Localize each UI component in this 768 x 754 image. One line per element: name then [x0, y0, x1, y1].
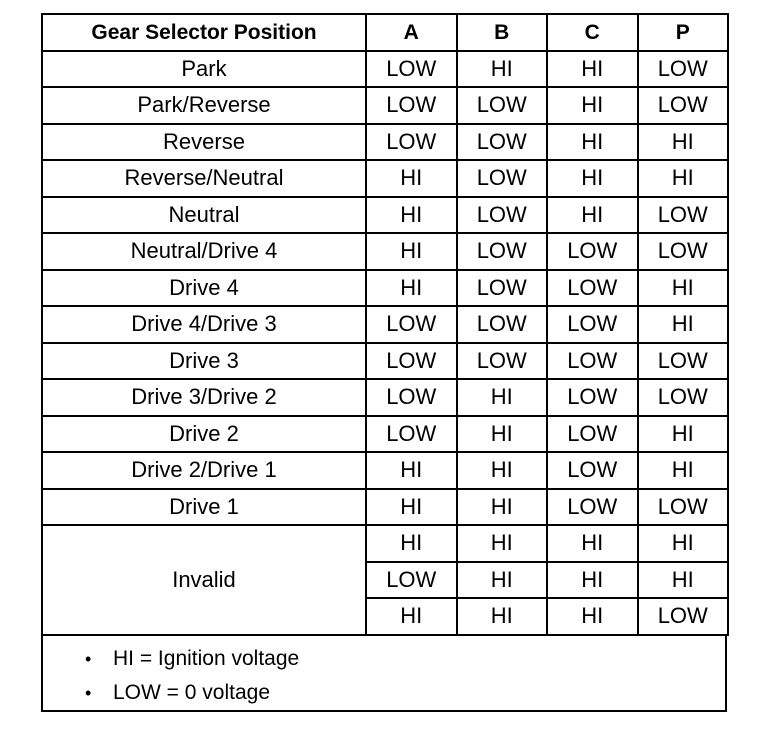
header-gear-selector-position: Gear Selector Position [42, 14, 366, 51]
value-cell-b: HI [457, 598, 548, 635]
position-cell: Drive 2/Drive 1 [42, 452, 366, 489]
value-cell-c: LOW [547, 416, 638, 453]
value-cell-p: LOW [638, 379, 729, 416]
value-cell-p: HI [638, 306, 729, 343]
table-row [42, 197, 728, 234]
value-cell-b: HI [457, 525, 548, 562]
value-cell-p: LOW [638, 233, 729, 270]
value-cell-p: HI [638, 416, 729, 453]
header-a: A [366, 14, 457, 51]
header-p: P [638, 14, 729, 51]
table-row [42, 379, 728, 416]
table-header-row [42, 14, 728, 51]
position-cell: Neutral/Drive 4 [42, 233, 366, 270]
value-cell-p: LOW [638, 197, 729, 234]
value-cell-c: HI [547, 197, 638, 234]
bullet-icon: • [85, 682, 92, 703]
value-cell-c: LOW [547, 489, 638, 526]
invalid-row [42, 525, 728, 562]
value-cell-b: LOW [457, 197, 548, 234]
value-cell-b: LOW [457, 343, 548, 380]
bullet-icon: • [85, 648, 92, 669]
position-cell: Drive 2 [42, 416, 366, 453]
table-row [42, 124, 728, 161]
value-cell-p: LOW [638, 87, 729, 124]
value-cell-a: LOW [366, 51, 457, 88]
value-cell-b: LOW [457, 87, 548, 124]
value-cell-c: LOW [547, 233, 638, 270]
value-cell-b: LOW [457, 306, 548, 343]
value-cell-c: HI [547, 51, 638, 88]
position-cell: Drive 4/Drive 3 [42, 306, 366, 343]
value-cell-a: LOW [366, 306, 457, 343]
value-cell-p: HI [638, 452, 729, 489]
legend-item-low [85, 676, 725, 710]
value-cell-p: LOW [638, 489, 729, 526]
table-row [42, 343, 728, 380]
value-cell-p: LOW [638, 343, 729, 380]
value-cell-a: HI [366, 598, 457, 635]
position-cell: Drive 1 [42, 489, 366, 526]
table-row [42, 306, 728, 343]
gear-selector-table-container [41, 13, 727, 712]
value-cell-b: LOW [457, 270, 548, 307]
value-cell-b: HI [457, 452, 548, 489]
value-cell-a: HI [366, 489, 457, 526]
header-b: B [457, 14, 548, 51]
table-row [42, 233, 728, 270]
value-cell-b: HI [457, 51, 548, 88]
legend-item-hi [85, 642, 725, 676]
value-cell-c: HI [547, 124, 638, 161]
value-cell-b: HI [457, 562, 548, 599]
position-cell: Neutral [42, 197, 366, 234]
value-cell-c: HI [547, 525, 638, 562]
position-cell: Reverse [42, 124, 366, 161]
table-row [42, 452, 728, 489]
invalid-position-cell: Invalid [42, 525, 366, 635]
table-row [42, 160, 728, 197]
legend-text-low: LOW = 0 voltage [113, 680, 270, 704]
value-cell-c: HI [547, 160, 638, 197]
position-cell: Drive 3/Drive 2 [42, 379, 366, 416]
value-cell-c: LOW [547, 379, 638, 416]
value-cell-a: HI [366, 160, 457, 197]
value-cell-a: HI [366, 270, 457, 307]
value-cell-c: HI [547, 87, 638, 124]
value-cell-b: LOW [457, 233, 548, 270]
value-cell-b: HI [457, 379, 548, 416]
position-cell: Park [42, 51, 366, 88]
value-cell-c: HI [547, 598, 638, 635]
value-cell-a: HI [366, 525, 457, 562]
table-row [42, 87, 728, 124]
value-cell-p: LOW [638, 598, 729, 635]
value-cell-c: LOW [547, 270, 638, 307]
legend-notes [41, 636, 727, 712]
value-cell-c: LOW [547, 343, 638, 380]
value-cell-b: LOW [457, 124, 548, 161]
value-cell-a: LOW [366, 416, 457, 453]
value-cell-c: HI [547, 562, 638, 599]
value-cell-p: HI [638, 270, 729, 307]
position-cell: Drive 3 [42, 343, 366, 380]
value-cell-a: HI [366, 197, 457, 234]
value-cell-p: HI [638, 124, 729, 161]
value-cell-b: HI [457, 416, 548, 453]
table-row [42, 51, 728, 88]
value-cell-a: HI [366, 452, 457, 489]
position-cell: Park/Reverse [42, 87, 366, 124]
value-cell-a: LOW [366, 87, 457, 124]
table-row [42, 270, 728, 307]
value-cell-b: HI [457, 489, 548, 526]
gear-selector-table [41, 13, 729, 636]
value-cell-a: LOW [366, 124, 457, 161]
value-cell-p: HI [638, 562, 729, 599]
value-cell-a: HI [366, 233, 457, 270]
value-cell-a: LOW [366, 343, 457, 380]
value-cell-p: LOW [638, 51, 729, 88]
value-cell-a: LOW [366, 379, 457, 416]
value-cell-a: LOW [366, 562, 457, 599]
legend-text-hi: HI = Ignition voltage [113, 646, 300, 670]
value-cell-p: HI [638, 525, 729, 562]
value-cell-b: LOW [457, 160, 548, 197]
position-cell: Drive 4 [42, 270, 366, 307]
header-c: C [547, 14, 638, 51]
value-cell-c: LOW [547, 306, 638, 343]
position-cell: Reverse/Neutral [42, 160, 366, 197]
table-row [42, 416, 728, 453]
value-cell-p: HI [638, 160, 729, 197]
legend-list [85, 642, 725, 710]
value-cell-c: LOW [547, 452, 638, 489]
table-row [42, 489, 728, 526]
